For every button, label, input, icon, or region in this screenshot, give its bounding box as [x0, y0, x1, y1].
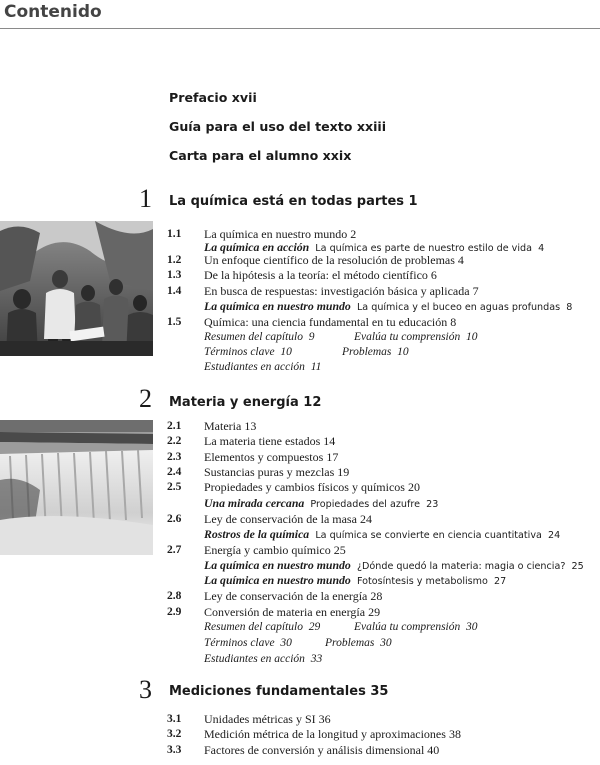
end-matter-page: 10	[466, 331, 478, 343]
section-number: 2.8	[167, 590, 182, 602]
chapter-number: 3	[139, 675, 152, 704]
feature-label: La química en nuestro mundo	[204, 573, 351, 587]
toc-front-carta[interactable]	[169, 148, 351, 163]
end-matter-item[interactable]	[354, 330, 478, 344]
end-matter-page: 9	[308, 331, 315, 343]
section-number: 1.1	[167, 228, 182, 240]
chapter-title[interactable]	[169, 395, 321, 410]
feature-label: La química en nuestro mundo	[204, 558, 351, 572]
section-title: La materia tiene estados	[204, 434, 321, 448]
feature-page: 4	[538, 243, 545, 254]
end-matter-label: Resumen del capítulo	[204, 621, 304, 633]
front-page: xxix	[322, 148, 352, 163]
end-matter-label: Problemas	[342, 346, 392, 358]
end-matter-label: Resumen del capítulo	[204, 331, 304, 343]
end-matter-page: 33	[310, 653, 323, 665]
feature-page: 8	[566, 302, 573, 313]
section-title: Ley de conservación de la masa	[204, 512, 357, 526]
section-number: 2.1	[167, 420, 182, 432]
section-page: 17	[326, 450, 339, 464]
chapter-title[interactable]	[169, 684, 388, 699]
end-matter-page: 11	[310, 361, 322, 373]
section-number: 2.5	[167, 481, 182, 493]
front-page: xxiii	[356, 119, 387, 134]
end-matter-page: 30	[380, 637, 392, 649]
chapter-title-text: Materia y energía	[169, 395, 299, 410]
end-matter-page: 10	[397, 346, 409, 358]
section-number: 1.3	[167, 269, 182, 281]
section-page: 36	[318, 712, 331, 726]
section-title: Factores de conversión y análisis dimensional	[204, 743, 425, 757]
end-matter-item[interactable]	[342, 345, 409, 359]
section-number: 2.2	[167, 435, 182, 447]
end-matter-item[interactable]	[204, 360, 321, 374]
section-page: 4	[457, 253, 464, 267]
page-title: Contenido	[4, 2, 102, 22]
chapter-page: 35	[370, 684, 389, 699]
section-page: 7	[472, 284, 479, 298]
end-matter-page: 10	[280, 346, 292, 358]
section-title: De la hipótesis a la teoría: el método científico	[204, 268, 428, 282]
section-number: 3.2	[167, 728, 182, 740]
end-matter-item[interactable]	[325, 636, 392, 650]
section-title: Química: una ciencia fundamental en tu educación	[204, 315, 448, 329]
section-number: 3.3	[167, 744, 182, 756]
page-header	[0, 0, 600, 29]
feature-title: La química es parte de nuestro estilo de vida	[315, 243, 532, 254]
end-matter-label: Evalúa tu comprensión	[354, 621, 461, 633]
chapter-title[interactable]	[169, 194, 418, 209]
chapter-page: 12	[303, 395, 322, 410]
chapter-title-text: Mediciones fundamentales	[169, 684, 366, 699]
feature-title: Propiedades del azufre	[310, 499, 420, 510]
feature-label: La química en acción	[204, 240, 310, 254]
feature-page: 25	[571, 561, 584, 572]
section-number: 2.9	[167, 606, 182, 618]
section-number: 1.2	[167, 254, 182, 266]
end-matter-label: Problemas	[325, 637, 375, 649]
section-title: Unidades métricas y SI	[204, 712, 316, 726]
section-title: Un enfoque científico de la resolución de problemas	[204, 253, 455, 267]
section-page: 25	[333, 543, 346, 557]
section-page: 38	[448, 727, 461, 741]
feature-page: 24	[548, 530, 561, 541]
section-title: Propiedades y cambios físicos y químicos	[204, 480, 405, 494]
end-matter-page: 30	[466, 621, 478, 633]
front-page: xvii	[231, 90, 257, 105]
feature-label: La química en nuestro mundo	[204, 299, 351, 313]
section-title: Conversión de materia en energía	[204, 605, 366, 619]
end-matter-label: Evalúa tu comprensión	[354, 331, 461, 343]
section-title: La química en nuestro mundo	[204, 227, 348, 241]
section-page: 20	[407, 480, 420, 494]
students-photo	[0, 221, 153, 356]
toc-front-prefacio[interactable]	[169, 90, 257, 105]
section-number: 2.3	[167, 451, 182, 463]
feature-page: 23	[426, 499, 439, 510]
front-label: Prefacio	[169, 90, 228, 105]
chapter-title-text: La química está en todas partes	[169, 194, 405, 209]
section-title: Medición métrica de la longitud y aproximaciones	[204, 727, 446, 741]
chapter-page: 1	[408, 194, 418, 209]
section-page: 2	[350, 227, 357, 241]
section-title: En busca de respuestas: investigación básica y aplicada	[204, 284, 470, 298]
end-matter-item[interactable]	[204, 652, 322, 666]
section-page: 29	[368, 605, 381, 619]
section-number: 2.4	[167, 466, 182, 478]
feature-title: ¿Dónde quedó la materia: magia o ciencia?	[356, 561, 566, 572]
section-page: 28	[370, 589, 383, 603]
end-matter-item[interactable]	[204, 330, 315, 344]
front-label: Guía para el uso del texto	[169, 119, 353, 134]
chapter-number: 2	[139, 384, 152, 413]
section-page: 40	[427, 743, 440, 757]
section-title: Materia	[204, 419, 242, 433]
end-matter-label: Estudiantes en acción	[204, 653, 305, 665]
section-title: Ley de conservación de la energía	[204, 589, 368, 603]
section-number: 1.4	[167, 285, 182, 297]
end-matter-item[interactable]	[204, 620, 320, 634]
end-matter-label: Estudiantes en acción	[204, 361, 305, 373]
section-page: 8	[450, 315, 457, 329]
section-page: 13	[244, 419, 257, 433]
section-number: 2.7	[167, 544, 182, 556]
end-matter-item[interactable]	[204, 345, 292, 359]
section-title: Energía y cambio químico	[204, 543, 331, 557]
section-title: Sustancias puras y mezclas	[204, 465, 335, 479]
feature-label: Rostros de la química	[204, 527, 310, 541]
waterfall-photo	[0, 420, 153, 555]
feature-title: Fotosíntesis y metabolismo	[356, 576, 488, 587]
section-page: 24	[359, 512, 372, 526]
end-matter-page: 30	[280, 637, 292, 649]
section-page: 6	[430, 268, 437, 282]
section-number: 3.1	[167, 713, 182, 725]
section-page: 19	[337, 465, 350, 479]
end-matter-item[interactable]	[354, 620, 478, 634]
chapter-number: 1	[139, 184, 152, 213]
end-matter-label: Términos clave	[204, 346, 275, 358]
toc-front-guia[interactable]	[169, 119, 386, 134]
front-label: Carta para el alumno	[169, 148, 319, 163]
section-page: 14	[323, 434, 336, 448]
end-matter-label: Términos clave	[204, 637, 275, 649]
section-title: Elementos y compuestos	[204, 450, 324, 464]
end-matter-page: 29	[308, 621, 321, 633]
feature-label: Una mirada cercana	[204, 496, 305, 510]
feature-title: La química y el buceo en aguas profundas	[356, 302, 561, 313]
end-matter-item[interactable]	[204, 636, 292, 650]
section-number: 1.5	[167, 316, 182, 328]
feature-title: La química se convierte en ciencia cuantitativa	[315, 530, 542, 541]
feature-page: 27	[493, 576, 507, 587]
section-number: 2.6	[167, 513, 182, 525]
